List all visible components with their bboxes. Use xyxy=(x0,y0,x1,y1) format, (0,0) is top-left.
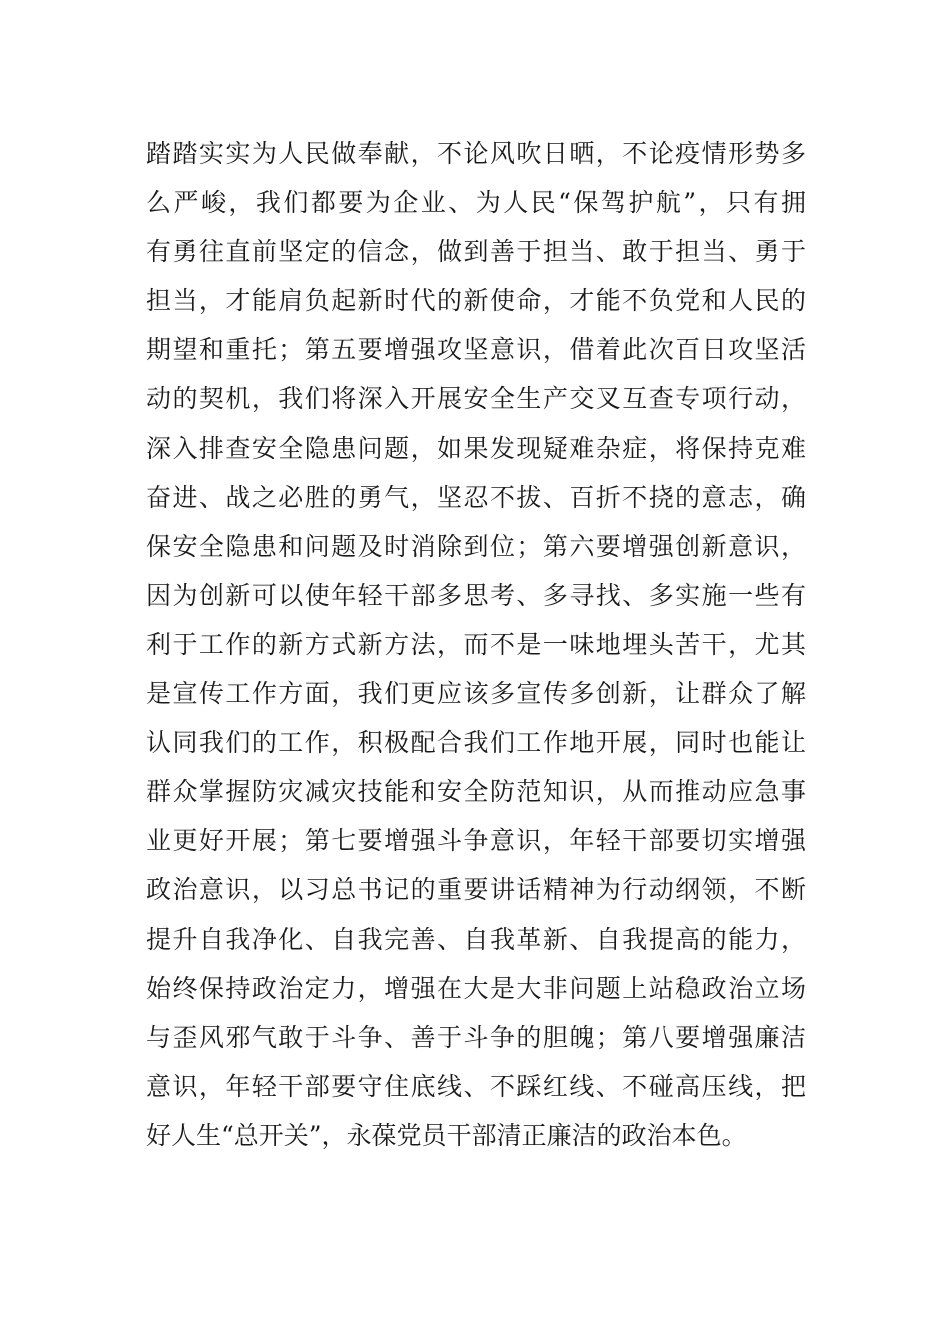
paragraph-line: 保安全隐患和问题及时消除到位；第六要增强创新意识， xyxy=(146,531,806,561)
paragraph-line: 利于工作的新方式新方法，而不是一味地埋头苦干，尤其 xyxy=(146,629,806,659)
paragraph-line: 意识，年轻干部要守住底线、不踩红线、不碰高压线，把 xyxy=(146,1071,806,1101)
paragraph-line: 动的契机，我们将深入开展安全生产交叉互查专项行动， xyxy=(146,384,806,414)
paragraph-line: 认同我们的工作，积极配合我们工作地开展，同时也能让 xyxy=(146,728,806,758)
paragraph-line: 有勇往直前坚定的信念，做到善于担当、敢于担当、勇于 xyxy=(146,237,806,267)
paragraph-line: 与歪风邪气敢于斗争、善于斗争的胆魄；第八要增强廉洁 xyxy=(146,1022,806,1052)
paragraph-line: 因为创新可以使年轻干部多思考、多寻找、多实施一些有 xyxy=(146,580,806,610)
body-paragraph xyxy=(146,129,806,1160)
paragraph-line: 踏踏实实为人民做奉献，不论风吹日晒，不论疫情形势多 xyxy=(146,139,806,168)
paragraph-line: 政治意识，以习总书记的重要讲话精神为行动纲领，不断 xyxy=(146,875,806,905)
paragraph-line: 深入排查安全隐患问题，如果发现疑难杂症，将保持克难 xyxy=(146,433,806,463)
paragraph-line: 好人生“总开关”，永葆党员干部清正廉洁的政治本色。 xyxy=(146,1120,747,1150)
paragraph-line: 么严峻，我们都要为企业、为人民“保驾护航”，只有拥 xyxy=(146,188,806,218)
paragraph-line: 期望和重托；第五要增强攻坚意识，借着此次百日攻坚活 xyxy=(146,335,806,365)
paragraph-line: 业更好开展；第七要增强斗争意识，年轻干部要切实增强 xyxy=(146,826,806,856)
paragraph-line: 是宣传工作方面，我们更应该多宣传多创新，让群众了解 xyxy=(146,679,806,709)
paragraph-line: 始终保持政治定力，增强在大是大非问题上站稳政治立场 xyxy=(146,973,806,1003)
paragraph-line: 提升自我净化、自我完善、自我革新、自我提高的能力， xyxy=(146,924,806,954)
paragraph-line: 群众掌握防灾减灾技能和安全防范知识，从而推动应急事 xyxy=(146,777,806,807)
paragraph-line: 奋进、战之必胜的勇气，坚忍不拔、百折不挠的意志，确 xyxy=(146,482,806,512)
paragraph-line: 担当，才能肩负起新时代的新使命，才能不负党和人民的 xyxy=(146,286,806,316)
